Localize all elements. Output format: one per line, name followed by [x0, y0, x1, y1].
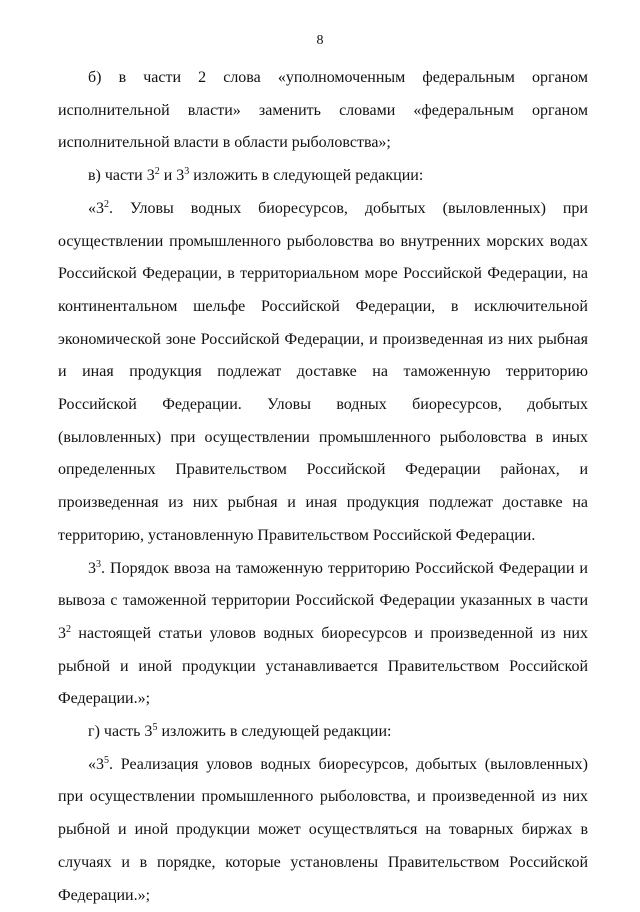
paragraph-v-text-end: изложить в следующей редакции:: [189, 167, 424, 185]
superscript: 3: [96, 558, 101, 570]
paragraph-part-3-3: [58, 553, 588, 717]
paragraph-g-text-start: г) часть 3: [88, 723, 153, 741]
paragraph-g-text-end: изложить в следующей редакции:: [157, 723, 392, 741]
paragraph-part-3-3-text-end: настоящей статьи уловов водных биоресурсов и произведенной из них рыбной и иной продукции устанавливается Правительством Российской Федерации.»;: [58, 624, 588, 708]
paragraph-b: б) в части 2 слова «уполномоченным федеральным органом исполнительной власти» заменить словами «федеральным органом исполнительной власти в области рыболовства»;: [58, 69, 588, 152]
document-body: [58, 62, 588, 912]
paragraph-part-3-5-text: . Реализация уловов водных биоресурсов, добытых (выловленных) при осуществлении промышленного рыболовства, и произведенной из них рыбной и иной продукции может осуществляться на товарных биржах в случаях и в порядке, которые установлены Правительством Российской Федерации.»;: [58, 755, 588, 904]
paragraph-part-3-5: [58, 749, 588, 912]
paragraph-part-3-2: [58, 193, 588, 553]
paragraph-part-3-3-text-start: . Порядок ввоза на таможенную территорию Российской Федерации и вывоза с таможенной территории Российской Федерации указанных в части 3: [58, 559, 588, 642]
superscript: 5: [152, 722, 158, 734]
paragraph-v-text-middle: и 3: [159, 167, 185, 185]
paragraph-part-3-3-number: 3: [88, 559, 96, 577]
superscript: 5: [104, 754, 109, 766]
page-number: 8: [316, 33, 324, 48]
superscript: 3: [184, 166, 190, 178]
paragraph-part-3-2-text: . Уловы водных биоресурсов, добытых (выловленных) при осуществлении промышленного рыболовства во внутренних морских водах Российской Федерации, в территориальном море Российской Федерации, на континентальном шельфе Российской Федерации, в исключительной экономической зоне Российской Федерации, и произведенная из них рыбная и иная продукция подлежат доставке на таможенную территорию Российской Федерации. Уловы водных биоресурсов, добытых (выловленных) при осуществлении промышленного рыболовства в иных определенных Правительством Российской Федерации районах, и произведенная из них рыбная и иная продукция подлежат доставке на территорию, установленную Правительством Российской Федерации.: [58, 199, 588, 544]
paragraph-part-3-5-number: «3: [88, 755, 104, 773]
superscript: 2: [66, 623, 71, 635]
paragraph-v-text-start: в) части 3: [88, 167, 155, 185]
paragraph-part-3-2-number: «3: [88, 199, 104, 217]
paragraph-g: [58, 716, 588, 749]
superscript: 2: [154, 166, 160, 178]
superscript: 2: [104, 198, 109, 210]
paragraph-v: [58, 160, 588, 193]
